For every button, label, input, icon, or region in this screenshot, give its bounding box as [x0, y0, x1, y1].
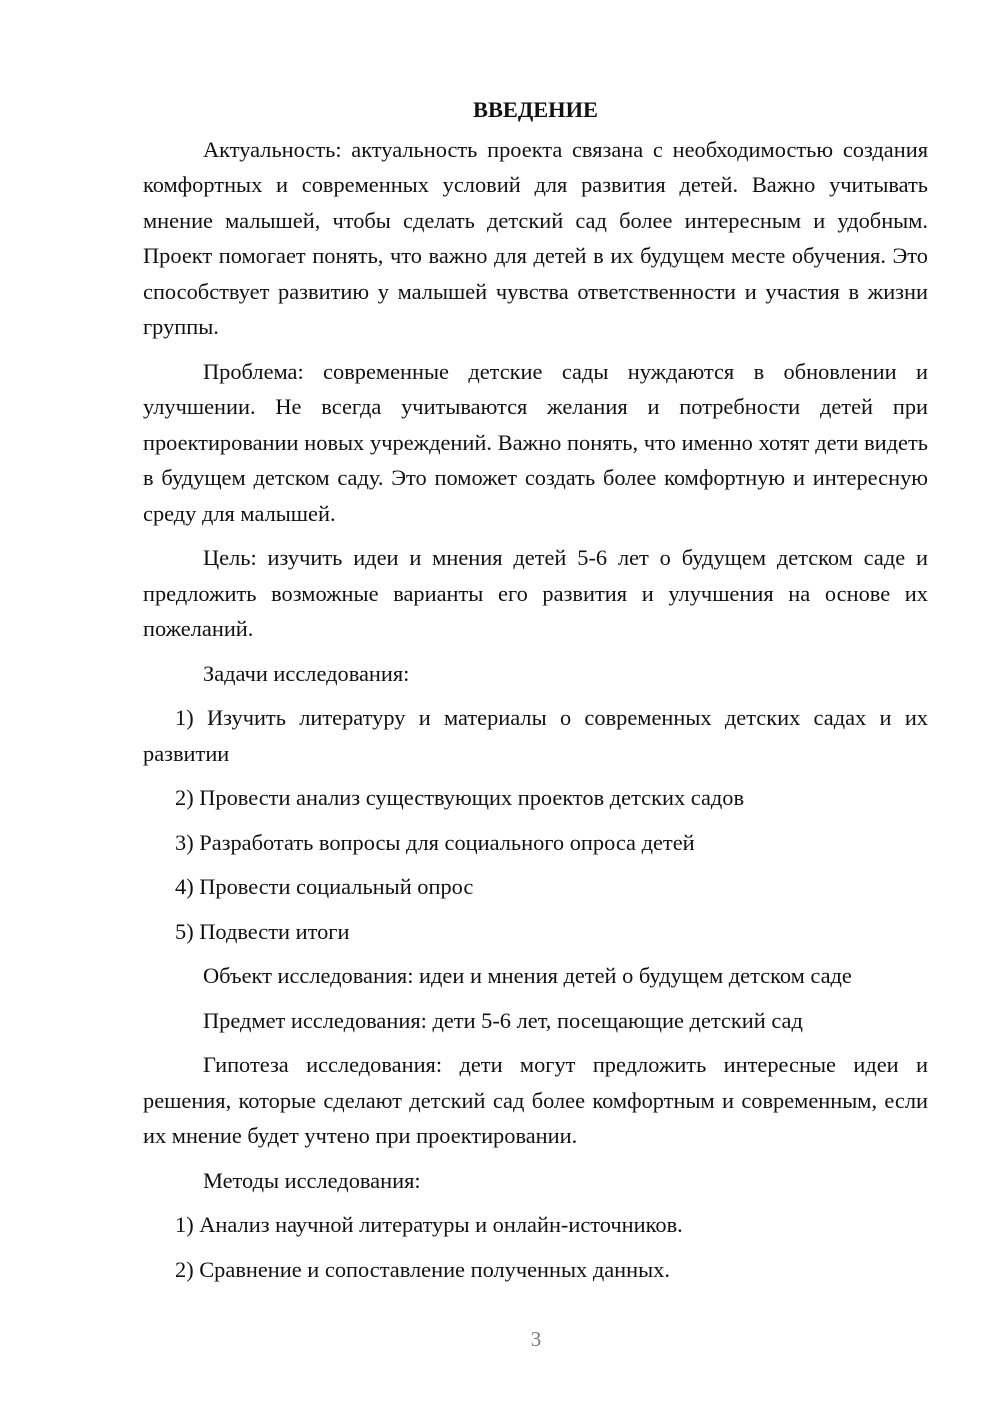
tasks-heading: Задачи исследования: — [203, 660, 410, 686]
hypothesis-paragraph: Гипотеза исследования: дети могут предложить интересные идеи и решения, которые сделают детский сад более комфортным и современным, если их мнение будет учтено при проектировании. — [143, 1052, 928, 1148]
object-paragraph: Объект исследования: идеи и мнения детей о будущем детском саде — [203, 963, 852, 988]
page-title: ВВЕДЕНИЕ — [473, 97, 598, 122]
problem-paragraph: Проблема: современные детские сады нуждаются в обновлении и улучшении. Не всегда учитываются желания и потребности детей при проектировании новых учреждений. Важно понять, что именно хотят дети видеть в будущем детском саду. Это поможет создать более комфортную и интересную среду для малышей. — [143, 358, 928, 526]
method-item-2: 2) Сравнение и сопоставление полученных данных. — [175, 1256, 670, 1282]
task-item-4: 4) Провести социальный опрос — [175, 874, 474, 899]
goal-paragraph: Цель: изучить идеи и мнения детей 5-6 лет о будущем детском саде и предложить возможные варианты его развития и улучшения на основе их пожеланий. — [143, 545, 928, 641]
task-item-5: 5) Подвести итоги — [175, 918, 350, 944]
task-item-2: 2) Провести анализ существующих проектов детских садов — [175, 785, 745, 810]
subject-paragraph: Предмет исследования: дети 5-6 лет, посещающие детский сад — [203, 1007, 803, 1033]
task-item-3: 3) Разработать вопросы для социального опроса детей — [175, 829, 695, 855]
actuality-paragraph: Актуальность: актуальность проекта связана с необходимостью создания комфортных и современных условий для развития детей. Важно учитывать мнение малышей, чтобы сделать детский сад более интересным и удобным. Проект помогает понять, что важно для детей в их будущем месте обучения. Это способствует развитию у малышей чувства ответственности и участия в жизни группы. — [143, 136, 928, 339]
methods-heading: Методы исследования: — [203, 1167, 421, 1193]
task-item-1: 1) Изучить литературу и материалы о современных детских садах и их развитии — [143, 705, 928, 766]
page-content — [143, 92, 928, 1296]
method-item-1: 1) Анализ научной литературы и онлайн-источников. — [175, 1212, 683, 1237]
page-number: 3 — [530, 1327, 542, 1351]
